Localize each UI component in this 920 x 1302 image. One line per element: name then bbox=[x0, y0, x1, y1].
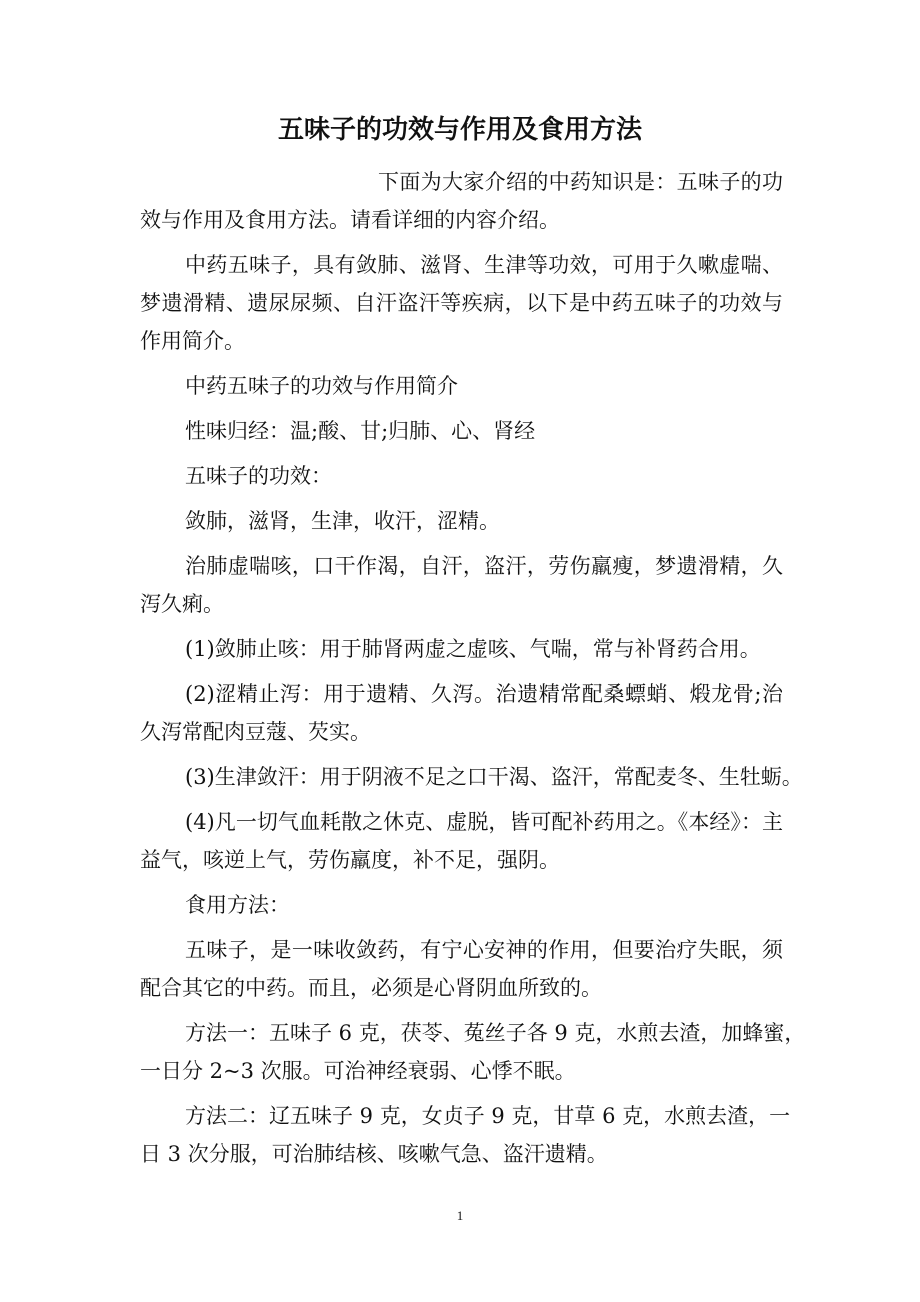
paragraph bbox=[140, 457, 783, 495]
text-line: 治肺虚喘咳，口干作渴，自汗，盗汗，劳伤羸瘦，梦遗滑精，久 bbox=[185, 554, 783, 578]
paragraph bbox=[140, 931, 783, 1007]
paragraph bbox=[140, 630, 783, 668]
paragraph bbox=[140, 163, 783, 239]
text-line: 久泻常配肉豆蔻、芡实。 bbox=[140, 720, 371, 744]
text-line: 中药五味子的功效与作用简介 bbox=[185, 374, 458, 398]
text-line: 日 3 次分服，可治肺结核、咳嗽气急、盗汗遗精。 bbox=[140, 1142, 608, 1166]
paragraph bbox=[140, 246, 783, 360]
text-line: 方法一：五味子 6 克，茯苓、菟丝子各 9 克，水煎去渣，加蜂蜜， bbox=[185, 1021, 806, 1045]
paragraph bbox=[140, 367, 783, 405]
document-title: 五味子的功效与作用及食用方法 bbox=[277, 115, 642, 145]
text-line: (3)生津敛汗：用于阴液不足之口干渴、盗汗，常配麦冬、生牡蛎。 bbox=[185, 765, 803, 789]
document-body bbox=[140, 163, 806, 1180]
text-line: (2)涩精止泻：用于遗精、久泻。治遗精常配桑螵蛸、煅龙骨;治 bbox=[185, 682, 783, 706]
text-line: 一日分 2~3 次服。可治神经衰弱、心悸不眠。 bbox=[140, 1059, 576, 1083]
paragraph bbox=[140, 675, 783, 751]
text-line: 下面为大家介绍的中药知识是：五味子的功 bbox=[378, 170, 783, 194]
page-number: 1 bbox=[456, 1208, 464, 1223]
paragraph bbox=[140, 1097, 791, 1173]
text-line: 作用简介。 bbox=[140, 329, 245, 353]
text-line: 性味归经：温;酸、甘;归肺、心、肾经 bbox=[185, 419, 536, 443]
text-line: 方法二：辽五味子 9 克，女贞子 9 克，甘草 6 克，水煎去渣，一 bbox=[185, 1104, 791, 1128]
text-line: 益气，咳逆上气，劳伤羸度，补不足，强阴。 bbox=[140, 848, 560, 872]
paragraph bbox=[140, 547, 783, 623]
text-line: (1)敛肺止咳：用于肺肾两虚之虚咳、气喘，常与补肾药合用。 bbox=[185, 637, 761, 661]
text-line: 食用方法： bbox=[185, 893, 290, 917]
text-line: 效与作用及食用方法。请看详细的内容介绍。 bbox=[140, 208, 560, 232]
text-line: (4)凡一切气血耗散之休克、虚脱，皆可配补药用之。《本经》：主 bbox=[185, 810, 783, 834]
text-line: 中药五味子，具有敛肺、滋肾、生津等功效，可用于久嗽虚喘、 bbox=[185, 253, 783, 277]
text-line: 配合其它的中药。而且，必须是心肾阴血所致的。 bbox=[140, 976, 602, 1000]
paragraph bbox=[140, 758, 803, 796]
text-line: 五味子的功效： bbox=[185, 464, 332, 488]
paragraph bbox=[140, 502, 783, 540]
text-line: 梦遗滑精、遗尿尿频、自汗盗汗等疾病，以下是中药五味子的功效与 bbox=[140, 291, 783, 315]
paragraph bbox=[140, 803, 783, 879]
text-line: 五味子，是一味收敛药，有宁心安神的作用，但要治疗失眠，须 bbox=[185, 938, 783, 962]
text-line: 泻久痢。 bbox=[140, 592, 224, 616]
paragraph bbox=[140, 1014, 806, 1090]
text-line: 敛肺，滋肾，生津，收汗，涩精。 bbox=[185, 509, 500, 533]
paragraph bbox=[140, 886, 783, 924]
paragraph bbox=[140, 412, 783, 450]
